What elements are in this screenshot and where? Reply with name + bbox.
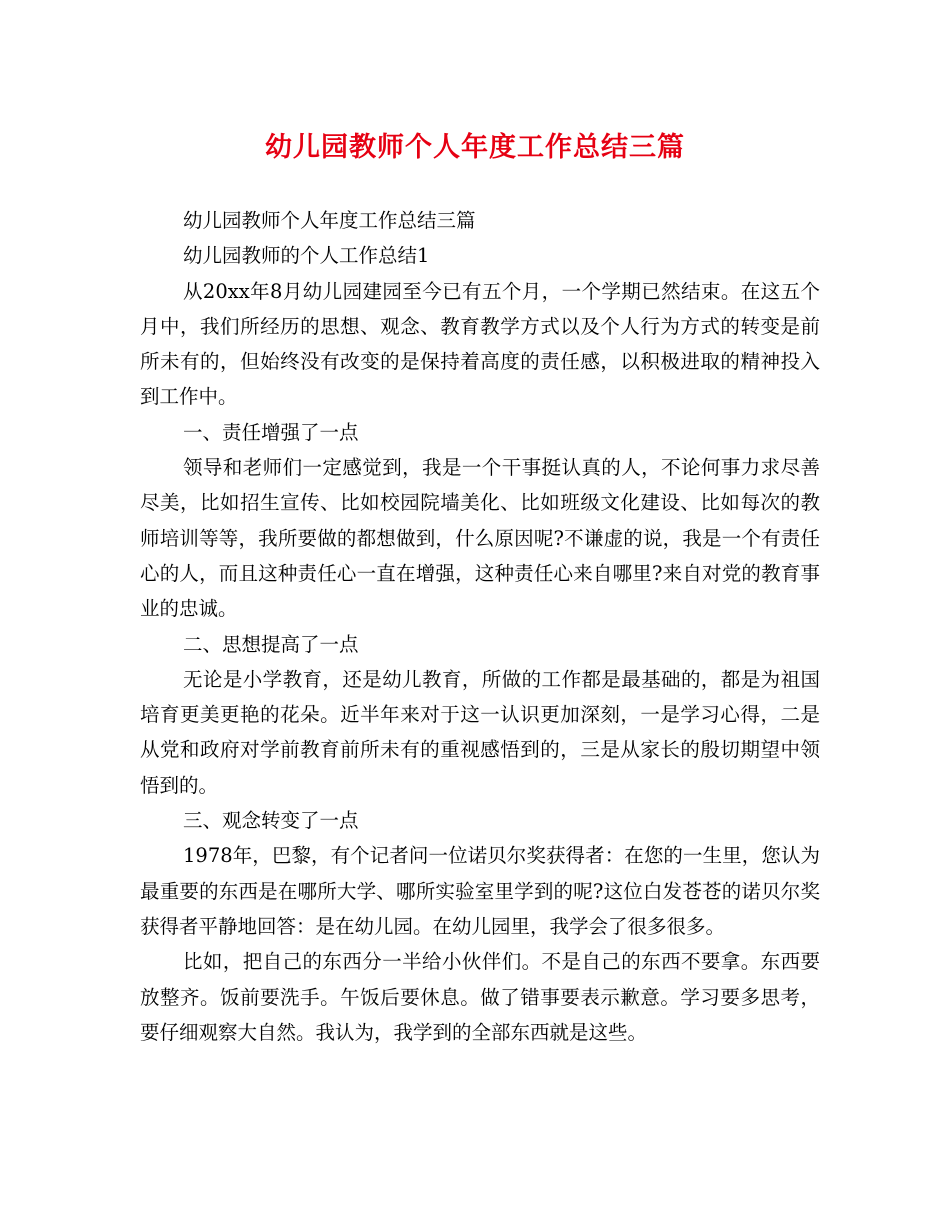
paragraph-section-heading: 幼儿园教师的个人工作总结1 [183,244,430,268]
paragraph-thinking: 无论是小学教育，还是幼儿教育，所做的工作都是最基础的，都是为祖国培育更美更艳的花朵。近半年来对于这一认识更加深刻，一是学习心得，二是从党和政府对学前教育前所未有的重视感悟到的，三是从家长的殷切期望中领悟到的。 [140,667,820,797]
paragraph-heading-responsibility: 一、责任增强了一点 [183,420,359,444]
paragraph-lessons: 比如，把自己的东西分一半给小伙伴们。不是自己的东西不要拿。东西要放整齐。饭前要洗手。午饭后要休息。做了错事要表示歉意。学习要多思考，要仔细观察大自然。我认为，我学到的全部东西就是这些。 [140,950,820,1044]
paragraph-heading-concept: 三、观念转变了一点 [183,809,359,833]
paragraph-intro: 从20xx年8月幼儿园建园至今已有五个月，一个学期已然结束。在这五个月中，我们所经历的思想、观念、教育教学方式以及个人行为方式的转变是前所未有的，但始终没有改变的是保持着高度的责任感，以积极进取的精神投入到工作中。 [140,279,820,409]
paragraph-responsibility: 领导和老师们一定感觉到，我是一个干事挺认真的人，不论何事力求尽善尽美，比如招生宣传、比如校园院墙美化、比如班级文化建设、比如每次的教师培训等等，我所要做的都想做到，什么原因呢?不谦虚的说，我是一个有责任心的人，而且这种责任心一直在增强，这种责任心来自哪里?来自对党的教育事业的忠诚。 [140,456,820,621]
document-body [140,203,820,1050]
paragraph-nobel-story: 1978年，巴黎，有个记者问一位诺贝尔奖获得者：在您的一生里，您认为最重要的东西是在哪所大学、哪所实验室里学到的呢?这位白发苍苍的诺贝尔奖获得者平静地回答：是在幼儿园。在幼儿园里，我学会了很多很多。 [140,844,820,938]
document-title: 幼儿园教师个人年度工作总结三篇 [265,132,685,163]
paragraph-heading-thinking: 二、思想提高了一点 [183,632,359,656]
paragraph-subtitle: 幼儿园教师个人年度工作总结三篇 [183,209,476,232]
